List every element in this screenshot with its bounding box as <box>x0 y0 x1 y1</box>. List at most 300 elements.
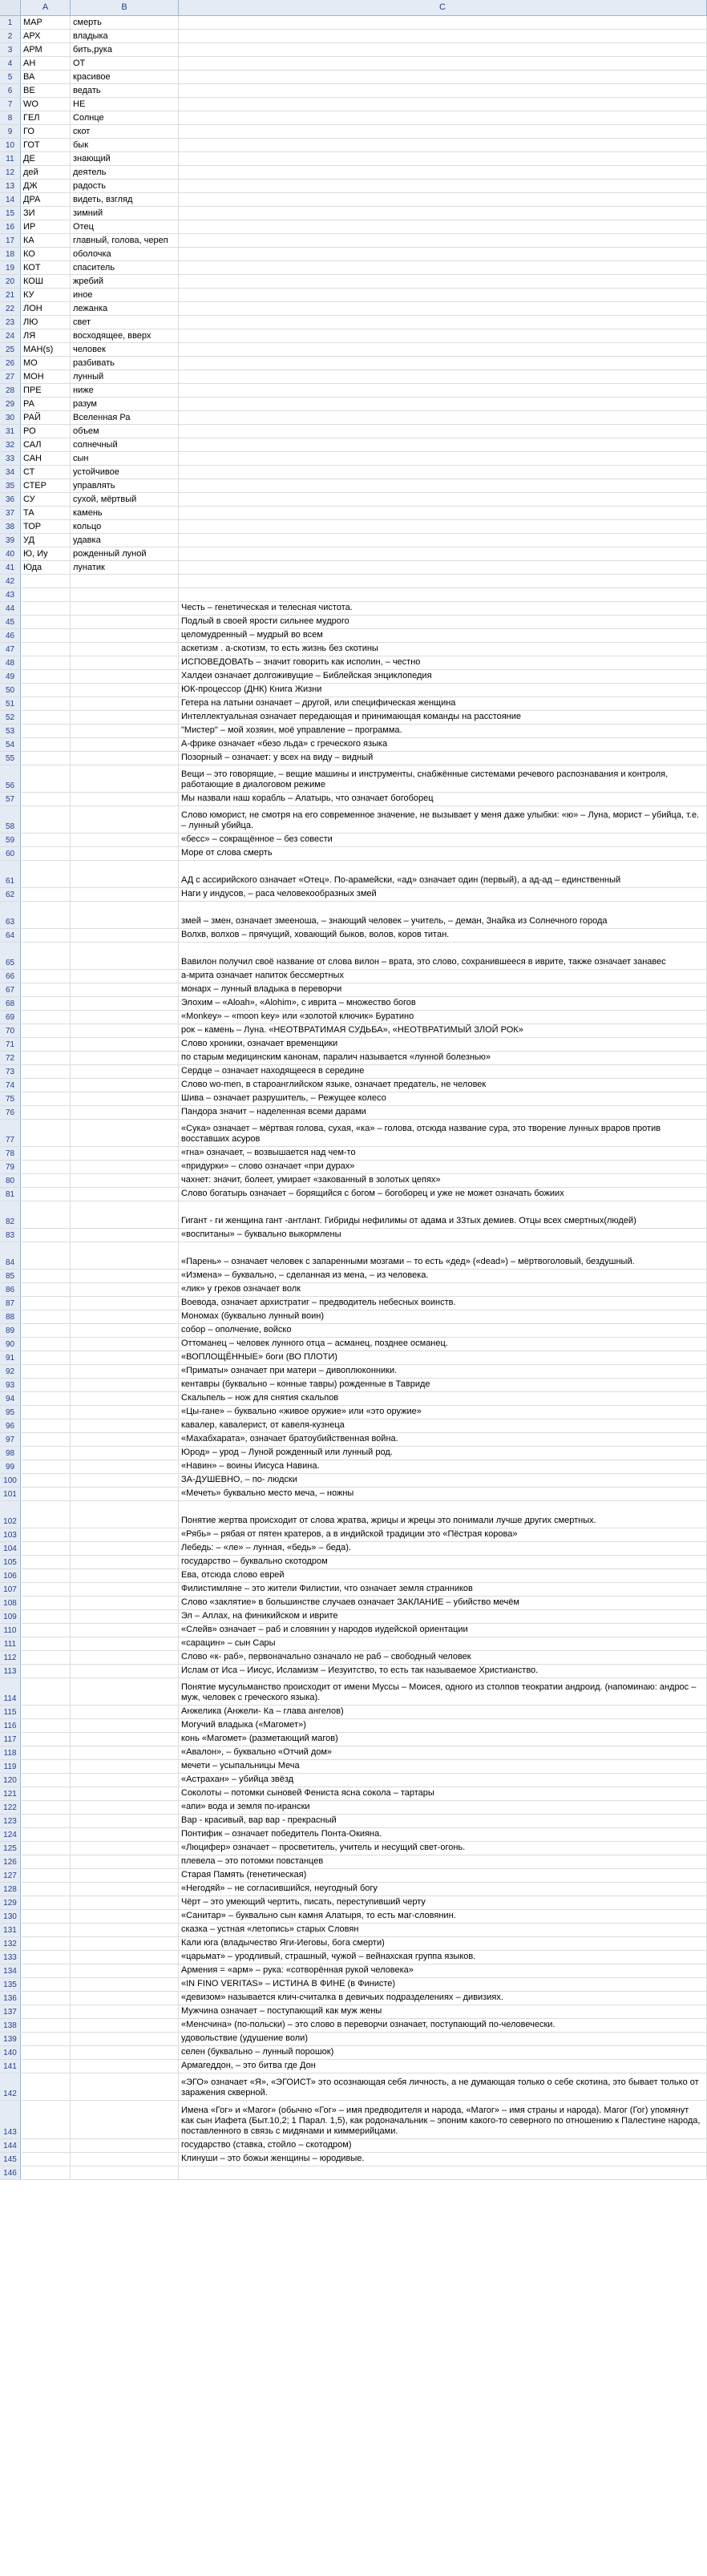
cell-a[interactable]: АН <box>21 57 71 70</box>
row-header[interactable]: 15 <box>0 207 21 220</box>
cell-b[interactable] <box>71 1637 179 1650</box>
cell-b[interactable]: разум <box>71 398 179 410</box>
row-header[interactable]: 138 <box>0 2019 21 2032</box>
cell-c[interactable] <box>179 1052 707 1064</box>
cell-c[interactable] <box>179 125 707 138</box>
cell-c[interactable] <box>179 16 707 29</box>
cell-b[interactable]: знающий <box>71 152 179 165</box>
cell-a[interactable]: ГЕЛ <box>21 111 71 124</box>
cell-c[interactable] <box>179 1379 707 1391</box>
cell-c[interactable] <box>179 2019 707 2032</box>
cell-a[interactable] <box>21 1024 71 1037</box>
cell-c[interactable] <box>179 1065 707 1078</box>
cell-b[interactable] <box>71 1242 179 1269</box>
cell-a[interactable] <box>21 1733 71 1746</box>
cell-b[interactable] <box>71 1460 179 1473</box>
cell-b[interactable]: Вселенная Ра <box>71 411 179 424</box>
cell-b[interactable] <box>71 1787 179 1800</box>
row-header[interactable]: 28 <box>0 384 21 397</box>
cell-c[interactable] <box>179 1787 707 1800</box>
cell-a[interactable] <box>21 1147 71 1160</box>
cell-b[interactable]: деятель <box>71 166 179 179</box>
cell-c[interactable] <box>179 1637 707 1650</box>
row-header[interactable]: 112 <box>0 1651 21 1664</box>
cell-b[interactable] <box>71 1201 179 1228</box>
row-header[interactable]: 70 <box>0 1024 21 1037</box>
cell-b[interactable] <box>71 1052 179 1064</box>
row-header[interactable]: 38 <box>0 520 21 533</box>
cell-b[interactable] <box>71 1379 179 1391</box>
cell-b[interactable] <box>71 602 179 615</box>
cell-c[interactable] <box>179 1283 707 1296</box>
cell-b[interactable] <box>71 711 179 724</box>
cell-b[interactable] <box>71 1106 179 1119</box>
cell-a[interactable] <box>21 1501 71 1528</box>
row-header[interactable]: 81 <box>0 1188 21 1201</box>
row-header[interactable]: 97 <box>0 1433 21 1446</box>
cell-b[interactable] <box>71 1896 179 1909</box>
row-header[interactable]: 95 <box>0 1406 21 1419</box>
cell-b[interactable] <box>71 1433 179 1446</box>
cell-c[interactable] <box>179 316 707 329</box>
cell-c[interactable] <box>179 111 707 124</box>
cell-b[interactable] <box>71 1815 179 1827</box>
cell-c[interactable] <box>179 2005 707 2018</box>
cell-c[interactable] <box>179 1760 707 1773</box>
cell-a[interactable] <box>21 1201 71 1228</box>
cell-c[interactable] <box>179 711 707 724</box>
row-header[interactable]: 99 <box>0 1460 21 1473</box>
row-header[interactable]: 55 <box>0 752 21 765</box>
cell-a[interactable] <box>21 2046 71 2059</box>
cell-c[interactable] <box>179 1406 707 1419</box>
cell-b[interactable]: разбивать <box>71 357 179 369</box>
cell-c[interactable] <box>179 1501 707 1528</box>
row-header[interactable]: 12 <box>0 166 21 179</box>
cell-a[interactable] <box>21 1787 71 1800</box>
cell-b[interactable]: камень <box>71 507 179 519</box>
row-header[interactable]: 94 <box>0 1392 21 1405</box>
cell-c[interactable] <box>179 1733 707 1746</box>
cell-a[interactable] <box>21 725 71 737</box>
cell-a[interactable] <box>21 1637 71 1650</box>
cell-b[interactable]: свет <box>71 316 179 329</box>
cell-c[interactable] <box>179 1883 707 1896</box>
cell-a[interactable] <box>21 1270 71 1282</box>
cell-a[interactable] <box>21 765 71 792</box>
cell-a[interactable]: ЛОН <box>21 302 71 315</box>
row-header[interactable]: 66 <box>0 970 21 983</box>
row-header[interactable]: 136 <box>0 1992 21 2005</box>
cell-a[interactable]: АРХ <box>21 30 71 42</box>
cell-b[interactable] <box>71 1229 179 1242</box>
cell-a[interactable] <box>21 588 71 601</box>
cell-b[interactable]: НЕ <box>71 98 179 111</box>
cell-b[interactable]: лунатик <box>71 561 179 574</box>
cell-c[interactable] <box>179 1978 707 1991</box>
cell-b[interactable] <box>71 1774 179 1787</box>
cell-a[interactable]: РАЙ <box>21 411 71 424</box>
cell-a[interactable] <box>21 1597 71 1609</box>
cell-a[interactable] <box>21 1937 71 1950</box>
cell-a[interactable]: ДРА <box>21 193 71 206</box>
cell-c[interactable] <box>179 2139 707 2152</box>
cell-b[interactable] <box>71 725 179 737</box>
cell-b[interactable] <box>71 1883 179 1896</box>
row-header[interactable]: 107 <box>0 1583 21 1596</box>
row-header[interactable]: 104 <box>0 1542 21 1555</box>
cell-c[interactable] <box>179 1924 707 1936</box>
cell-b[interactable] <box>71 1501 179 1528</box>
cell-b[interactable]: Солнце <box>71 111 179 124</box>
cell-b[interactable]: спаситель <box>71 261 179 274</box>
row-header[interactable]: 5 <box>0 71 21 83</box>
row-header[interactable]: 51 <box>0 697 21 710</box>
row-header[interactable]: 24 <box>0 329 21 342</box>
cell-c[interactable] <box>179 1842 707 1855</box>
cell-b[interactable] <box>71 2019 179 2032</box>
cell-b[interactable]: кольцо <box>71 520 179 533</box>
row-header[interactable]: 131 <box>0 1924 21 1936</box>
cell-b[interactable] <box>71 793 179 806</box>
cell-c[interactable] <box>179 629 707 642</box>
cell-a[interactable] <box>21 1842 71 1855</box>
cell-b[interactable] <box>71 2033 179 2045</box>
cell-c[interactable] <box>179 520 707 533</box>
cell-b[interactable] <box>71 1419 179 1432</box>
cell-c[interactable] <box>179 1801 707 1814</box>
cell-b[interactable]: зимний <box>71 207 179 220</box>
cell-a[interactable] <box>21 1433 71 1446</box>
row-header[interactable]: 36 <box>0 493 21 506</box>
row-header[interactable]: 18 <box>0 248 21 260</box>
cell-a[interactable] <box>21 793 71 806</box>
cell-c[interactable] <box>179 384 707 397</box>
cell-b[interactable]: солнечный <box>71 438 179 451</box>
row-header[interactable]: 2 <box>0 30 21 42</box>
cell-a[interactable] <box>21 806 71 833</box>
cell-a[interactable]: ДЕ <box>21 152 71 165</box>
cell-b[interactable] <box>71 2101 179 2138</box>
cell-b[interactable] <box>71 1406 179 1419</box>
cell-c[interactable] <box>179 275 707 288</box>
row-header[interactable]: 74 <box>0 1079 21 1092</box>
cell-b[interactable] <box>71 629 179 642</box>
cell-b[interactable] <box>71 1365 179 1378</box>
row-header[interactable]: 135 <box>0 1978 21 1991</box>
row-header[interactable]: 19 <box>0 261 21 274</box>
cell-c[interactable] <box>179 861 707 887</box>
cell-b[interactable]: смерть <box>71 16 179 29</box>
cell-c[interactable] <box>179 1815 707 1827</box>
cell-a[interactable] <box>21 1338 71 1351</box>
cell-a[interactable]: СТЕР <box>21 479 71 492</box>
row-header[interactable]: 25 <box>0 343 21 356</box>
cell-b[interactable] <box>71 806 179 833</box>
cell-b[interactable] <box>71 1310 179 1323</box>
row-header[interactable]: 35 <box>0 479 21 492</box>
cell-b[interactable]: объем <box>71 425 179 438</box>
cell-a[interactable] <box>21 1079 71 1092</box>
cell-a[interactable] <box>21 1665 71 1678</box>
cell-b[interactable]: радость <box>71 180 179 192</box>
cell-c[interactable] <box>179 643 707 656</box>
row-header[interactable]: 32 <box>0 438 21 451</box>
row-header[interactable]: 27 <box>0 370 21 383</box>
row-header[interactable]: 117 <box>0 1733 21 1746</box>
cell-c[interactable] <box>179 329 707 342</box>
row-header[interactable]: 72 <box>0 1052 21 1064</box>
cell-a[interactable] <box>21 2060 71 2073</box>
cell-c[interactable] <box>179 1937 707 1950</box>
cell-a[interactable] <box>21 1964 71 1977</box>
cell-a[interactable] <box>21 888 71 901</box>
row-header[interactable]: 141 <box>0 2060 21 2073</box>
cell-b[interactable] <box>71 1351 179 1364</box>
cell-a[interactable] <box>21 1297 71 1310</box>
cell-a[interactable] <box>21 1379 71 1391</box>
row-header[interactable]: 33 <box>0 452 21 465</box>
row-header[interactable]: 47 <box>0 643 21 656</box>
cell-c[interactable] <box>179 1746 707 1759</box>
row-header[interactable]: 40 <box>0 547 21 560</box>
row-header[interactable]: 76 <box>0 1106 21 1119</box>
cell-a[interactable] <box>21 1542 71 1555</box>
cell-b[interactable]: бык <box>71 139 179 151</box>
cell-c[interactable] <box>179 1474 707 1487</box>
cell-c[interactable] <box>179 888 707 901</box>
cell-b[interactable] <box>71 1828 179 1841</box>
row-header[interactable]: 120 <box>0 1774 21 1787</box>
cell-c[interactable] <box>179 1774 707 1787</box>
cell-a[interactable] <box>21 643 71 656</box>
row-header[interactable]: 71 <box>0 1038 21 1051</box>
cell-c[interactable] <box>179 1174 707 1187</box>
cell-c[interactable] <box>179 152 707 165</box>
cell-a[interactable] <box>21 2166 71 2179</box>
cell-b[interactable] <box>71 1937 179 1950</box>
row-header[interactable]: 134 <box>0 1964 21 1977</box>
cell-c[interactable] <box>179 752 707 765</box>
cell-a[interactable] <box>21 1188 71 1201</box>
cell-b[interactable]: Отец <box>71 220 179 233</box>
cell-c[interactable] <box>179 98 707 111</box>
row-header[interactable]: 10 <box>0 139 21 151</box>
cell-c[interactable] <box>179 929 707 942</box>
cell-b[interactable] <box>71 861 179 887</box>
row-header[interactable]: 102 <box>0 1501 21 1528</box>
select-all-corner[interactable] <box>0 0 21 15</box>
row-header[interactable]: 129 <box>0 1896 21 1909</box>
row-header[interactable]: 23 <box>0 316 21 329</box>
row-header[interactable]: 84 <box>0 1242 21 1269</box>
cell-b[interactable] <box>71 752 179 765</box>
row-header[interactable]: 80 <box>0 1174 21 1187</box>
cell-c[interactable] <box>179 507 707 519</box>
cell-b[interactable] <box>71 684 179 696</box>
cell-b[interactable]: ведать <box>71 84 179 97</box>
cell-a[interactable] <box>21 1556 71 1569</box>
row-header[interactable]: 42 <box>0 575 21 587</box>
row-header[interactable]: 16 <box>0 220 21 233</box>
cell-b[interactable] <box>71 1746 179 1759</box>
cell-a[interactable]: ГОТ <box>21 139 71 151</box>
cell-c[interactable] <box>179 834 707 846</box>
cell-a[interactable] <box>21 1365 71 1378</box>
cell-a[interactable] <box>21 1706 71 1718</box>
cell-a[interactable] <box>21 1474 71 1487</box>
cell-b[interactable] <box>71 1528 179 1541</box>
row-header[interactable]: 145 <box>0 2153 21 2166</box>
cell-b[interactable]: лежанка <box>71 302 179 315</box>
row-header[interactable]: 64 <box>0 929 21 942</box>
row-header[interactable]: 59 <box>0 834 21 846</box>
cell-b[interactable]: видеть, взгляд <box>71 193 179 206</box>
row-header[interactable]: 4 <box>0 57 21 70</box>
row-header[interactable]: 100 <box>0 1474 21 1487</box>
cell-b[interactable]: удавка <box>71 534 179 547</box>
cell-c[interactable] <box>179 725 707 737</box>
row-header[interactable]: 119 <box>0 1760 21 1773</box>
cell-b[interactable] <box>71 1924 179 1936</box>
row-header[interactable]: 91 <box>0 1351 21 1364</box>
row-header[interactable]: 83 <box>0 1229 21 1242</box>
cell-c[interactable] <box>179 1147 707 1160</box>
row-header[interactable]: 53 <box>0 725 21 737</box>
cell-b[interactable]: иное <box>71 289 179 301</box>
cell-b[interactable] <box>71 1270 179 1282</box>
row-header[interactable]: 114 <box>0 1678 21 1705</box>
cell-c[interactable] <box>179 1488 707 1500</box>
cell-b[interactable] <box>71 1542 179 1555</box>
cell-b[interactable] <box>71 1610 179 1623</box>
cell-c[interactable] <box>179 1038 707 1051</box>
cell-c[interactable] <box>179 943 707 969</box>
cell-a[interactable] <box>21 1624 71 1637</box>
cell-a[interactable] <box>21 929 71 942</box>
row-header[interactable]: 125 <box>0 1842 21 1855</box>
cell-a[interactable] <box>21 2139 71 2152</box>
row-header[interactable]: 128 <box>0 1883 21 1896</box>
cell-c[interactable] <box>179 425 707 438</box>
cell-c[interactable] <box>179 220 707 233</box>
cell-a[interactable] <box>21 1351 71 1364</box>
cell-a[interactable] <box>21 2005 71 2018</box>
column-header-c[interactable]: C <box>179 0 707 15</box>
cell-c[interactable] <box>179 1597 707 1609</box>
row-header[interactable]: 86 <box>0 1283 21 1296</box>
cell-b[interactable] <box>71 1992 179 2005</box>
cell-b[interactable] <box>71 1324 179 1337</box>
cell-a[interactable] <box>21 752 71 765</box>
row-header[interactable]: 46 <box>0 629 21 642</box>
cell-c[interactable] <box>179 738 707 751</box>
cell-a[interactable] <box>21 1719 71 1732</box>
cell-c[interactable] <box>179 2033 707 2045</box>
row-header[interactable]: 85 <box>0 1270 21 1282</box>
cell-c[interactable] <box>179 1011 707 1024</box>
cell-b[interactable] <box>71 1447 179 1460</box>
row-header[interactable]: 62 <box>0 888 21 901</box>
cell-c[interactable] <box>179 684 707 696</box>
cell-c[interactable] <box>179 1419 707 1432</box>
row-header[interactable]: 6 <box>0 84 21 97</box>
row-header[interactable]: 146 <box>0 2166 21 2179</box>
cell-a[interactable] <box>21 1569 71 1582</box>
cell-b[interactable]: главный, голова, череп <box>71 234 179 247</box>
cell-a[interactable] <box>21 1910 71 1923</box>
row-header[interactable]: 127 <box>0 1869 21 1882</box>
cell-b[interactable]: жребий <box>71 275 179 288</box>
cell-c[interactable] <box>179 1106 707 1119</box>
cell-c[interactable] <box>179 847 707 860</box>
row-header[interactable]: 61 <box>0 861 21 887</box>
cell-b[interactable] <box>71 1706 179 1718</box>
row-header[interactable]: 58 <box>0 806 21 833</box>
cell-a[interactable] <box>21 1992 71 2005</box>
cell-c[interactable] <box>179 493 707 506</box>
cell-a[interactable] <box>21 997 71 1010</box>
row-header[interactable]: 52 <box>0 711 21 724</box>
cell-b[interactable] <box>71 943 179 969</box>
cell-b[interactable]: устойчивое <box>71 466 179 478</box>
cell-a[interactable] <box>21 1242 71 1269</box>
cell-a[interactable]: МАН(s) <box>21 343 71 356</box>
cell-a[interactable] <box>21 1406 71 1419</box>
cell-c[interactable] <box>179 1855 707 1868</box>
cell-b[interactable] <box>71 588 179 601</box>
cell-b[interactable] <box>71 1855 179 1868</box>
cell-c[interactable] <box>179 1678 707 1705</box>
row-header[interactable]: 22 <box>0 302 21 315</box>
row-header[interactable]: 44 <box>0 602 21 615</box>
cell-a[interactable] <box>21 1392 71 1405</box>
row-header[interactable]: 54 <box>0 738 21 751</box>
cell-a[interactable] <box>21 1120 71 1146</box>
row-header[interactable]: 17 <box>0 234 21 247</box>
cell-b[interactable] <box>71 1092 179 1105</box>
cell-b[interactable] <box>71 1665 179 1678</box>
row-header[interactable]: 87 <box>0 1297 21 1310</box>
row-header[interactable]: 89 <box>0 1324 21 1337</box>
row-header[interactable]: 48 <box>0 656 21 669</box>
cell-a[interactable] <box>21 1801 71 1814</box>
cell-b[interactable]: бить,рука <box>71 43 179 56</box>
cell-c[interactable] <box>179 1161 707 1173</box>
cell-c[interactable] <box>179 1297 707 1310</box>
cell-a[interactable]: УД <box>21 534 71 547</box>
cell-c[interactable] <box>179 1665 707 1678</box>
cell-c[interactable] <box>179 1024 707 1037</box>
row-header[interactable]: 79 <box>0 1161 21 1173</box>
cell-a[interactable] <box>21 1528 71 1541</box>
cell-a[interactable] <box>21 1883 71 1896</box>
cell-c[interactable] <box>179 1610 707 1623</box>
cell-a[interactable] <box>21 1678 71 1705</box>
cell-a[interactable] <box>21 697 71 710</box>
cell-c[interactable] <box>179 1351 707 1364</box>
cell-b[interactable] <box>71 1011 179 1024</box>
row-header[interactable]: 116 <box>0 1719 21 1732</box>
row-header[interactable]: 30 <box>0 411 21 424</box>
cell-b[interactable] <box>71 834 179 846</box>
cell-b[interactable] <box>71 2005 179 2018</box>
cell-c[interactable] <box>179 1270 707 1282</box>
row-header[interactable]: 41 <box>0 561 21 574</box>
cell-a[interactable] <box>21 1610 71 1623</box>
cell-b[interactable] <box>71 1556 179 1569</box>
cell-b[interactable] <box>71 697 179 710</box>
